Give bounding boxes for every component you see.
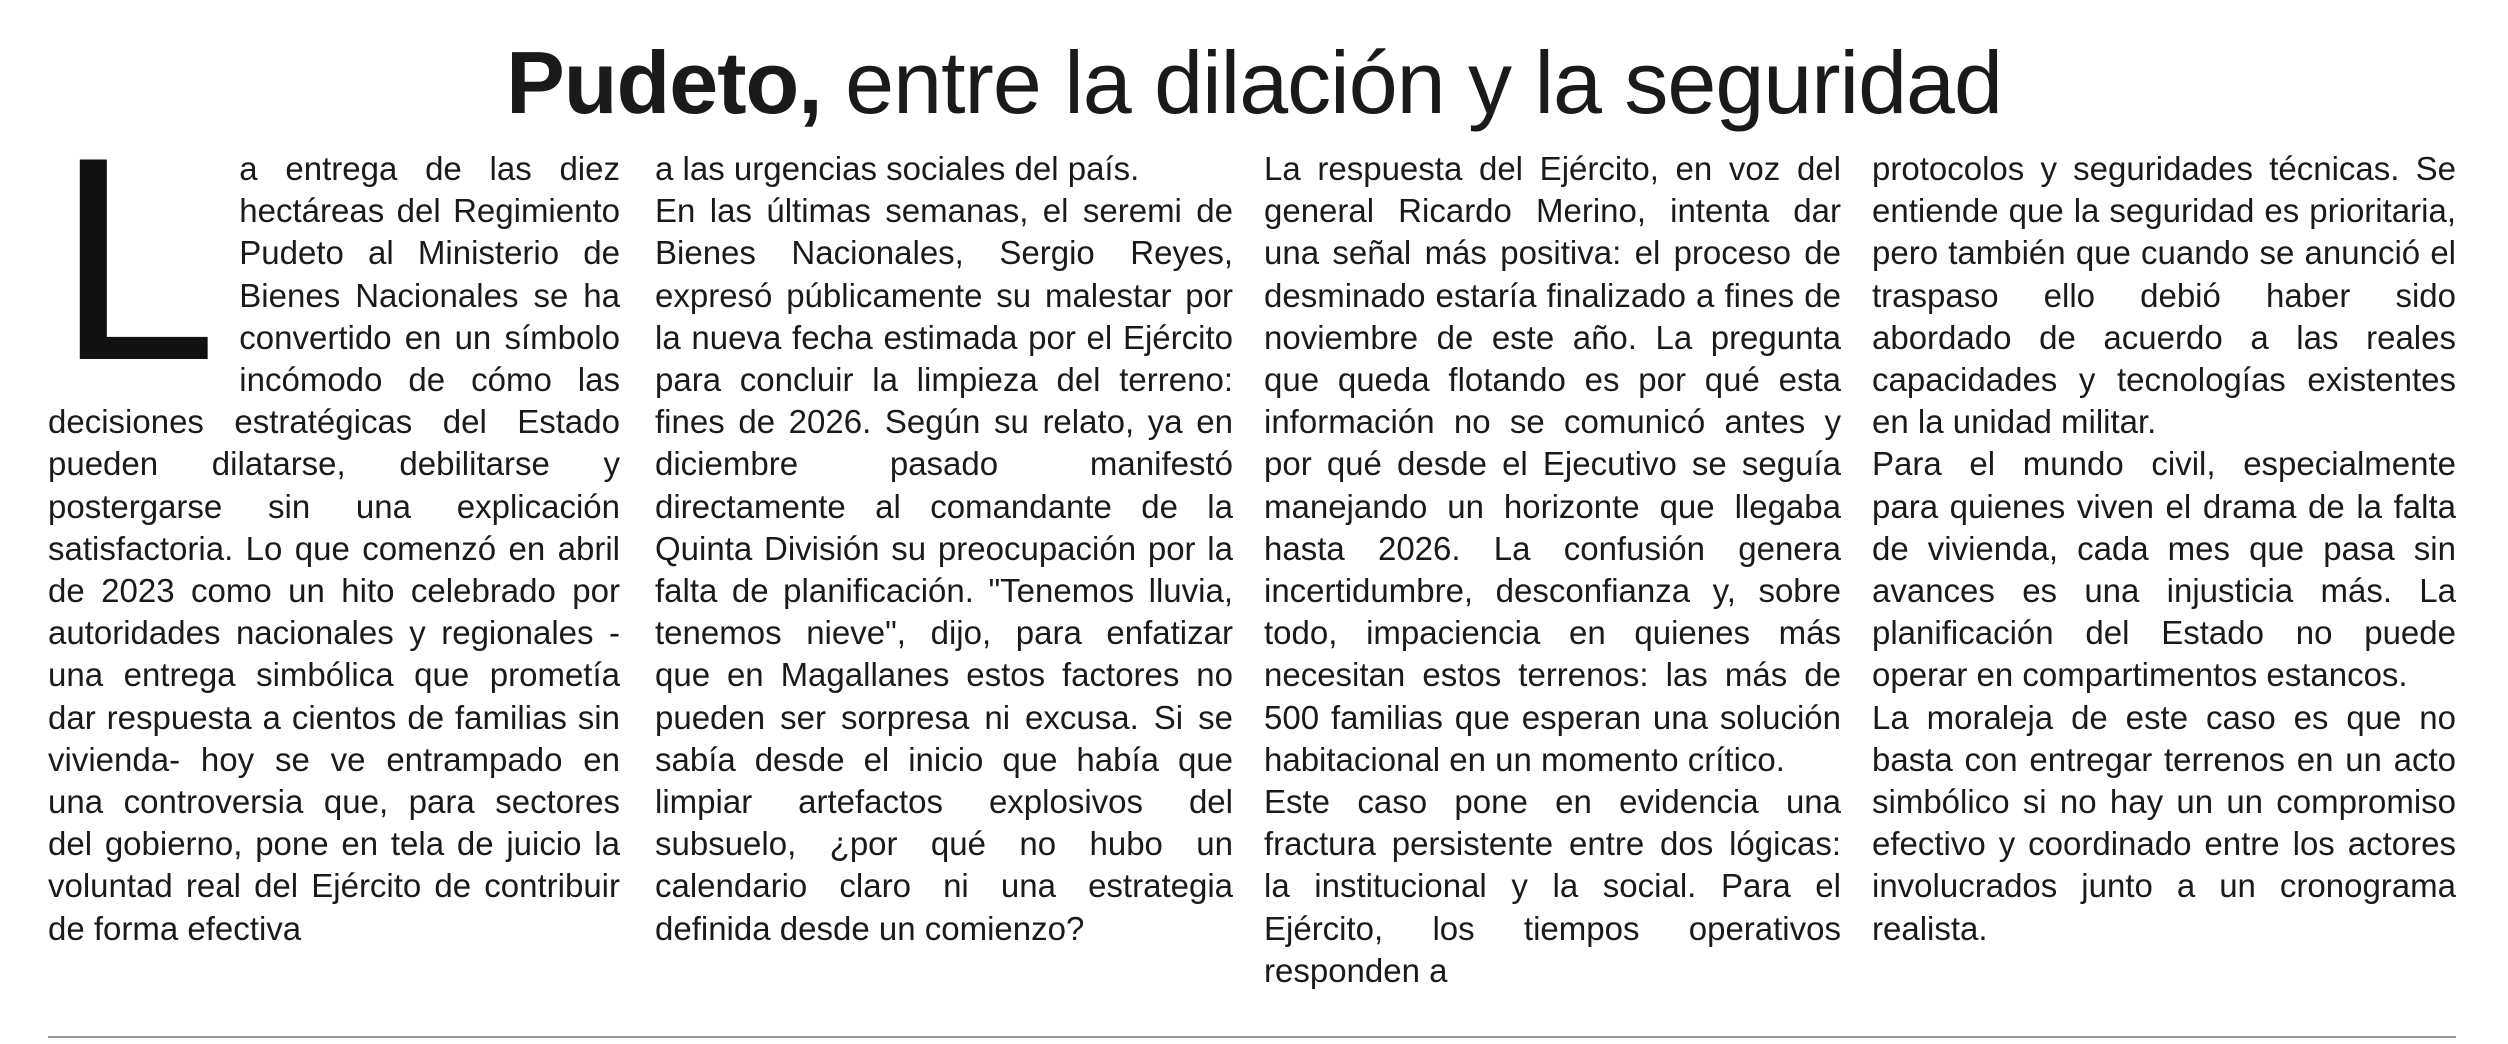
headline xyxy=(0,28,2508,138)
paragraph: a las urgencias sociales del país. xyxy=(655,150,1140,187)
bottom-divider xyxy=(48,1036,2456,1038)
paragraph: En las últimas semanas, el seremi de Bienes Nacionales, Sergio Reyes, expresó públicamente su malestar por la nueva fecha estimada por el Ejército para concluir la limpieza del terreno: fines de 2026. Según su relato, ya en diciembre pasado manifestó directamente al comandante de la Quinta División su preocupación por la falta de planificación. "Tenemos lluvia, tenemos nieve", dijo, para enfatizar que en Magallanes estos factores no pueden ser sorpresa ni excusa. Si se sabía desde el inicio que había que limpiar artefactos explosivos del subsuelo, ¿por qué no hubo un calendario claro ni una estrategia definida desde un comienzo? xyxy=(655,192,1233,947)
paragraph: a entrega de las diez hectáreas del Regimiento Pudeto al Ministerio de Bienes Nacionales se ha convertido en un símbolo incómodo de cómo las decisiones estratégicas del Estado pueden dilatarse, debilitarse y postergarse sin una explicación satisfactoria. Lo que comenzó en abril de 2023 como un hito celebrado por autoridades nacionales y regionales -una entrega simbólica que prometía dar respuesta a cientos de familias sin vivienda- hoy se ve entrampado en una controversia que, para sectores del gobierno, pone en tela de juicio la voluntad real del Ejército de contribuir de forma efectiva xyxy=(48,150,620,947)
paragraph: Para el mundo civil, especialmente para quienes viven el drama de la falta de vivienda, cada mes que pasa sin avances es una injusticia más. La planificación del Estado no puede operar en compartimentos estancos. xyxy=(1872,445,2456,694)
drop-cap: L xyxy=(56,97,218,421)
article-column-1 xyxy=(48,97,620,950)
headline-bold: Pudeto, xyxy=(506,33,822,132)
paragraph: Este caso pone en evidencia una fractura persistente entre dos lógicas: la institucional y la social. Para el Ejército, los tiempos operativos responden a xyxy=(1264,783,1841,989)
paragraph: La moraleja de este caso es que no basta con entregar terrenos en un acto simbólico si no hay un un compromiso efectivo y coordinado entre los actores involucrados junto a un cronograma realista. xyxy=(1872,698,2456,947)
paragraph: protocolos y seguridades técnicas. Se entiende que la seguridad es prioritaria, pero también que cuando se anunció el traspaso ello debió haber sido abordado de acuerdo a las reales capacidades y tecnologías existentes en la unidad militar. xyxy=(1872,150,2456,441)
headline-rest: entre la dilación y la seguridad xyxy=(821,33,2002,132)
article-column-2 xyxy=(655,148,1233,950)
paragraph: La respuesta del Ejército, en voz del general Ricardo Merino, intenta dar una señal más positiva: el proceso de desminado estaría finalizado a fines de noviembre de este año. La pregunta que queda flotando es por qué esta información no se comunicó antes y por qué desde el Ejecutivo se seguía manejando un horizonte que llegaba hasta 2026. La confusión genera incertidumbre, desconfianza y, sobre todo, impaciencia en quienes más necesitan estos terrenos: las más de 500 familias que esperan una solución habitacional en un momento crítico. xyxy=(1264,150,1841,778)
article-column-3 xyxy=(1264,148,1841,992)
article-column-4 xyxy=(1872,148,2456,950)
